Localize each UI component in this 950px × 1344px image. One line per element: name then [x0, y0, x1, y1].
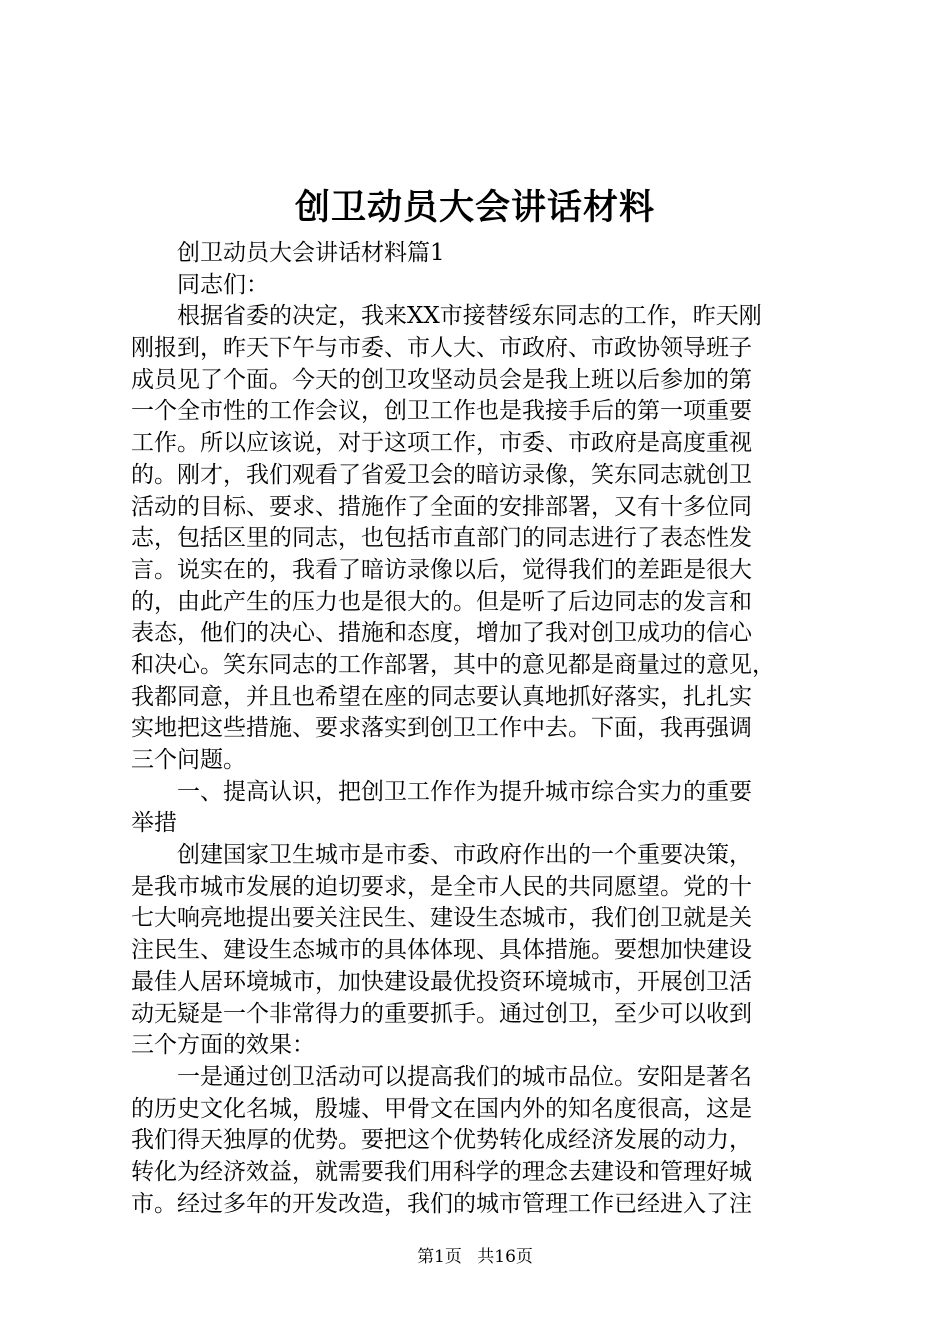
text-line: 三个方面的效果：: [131, 1032, 315, 1059]
text-line: 我都同意，并且也希望在座的同志要认真地抓好落实，扎扎实: [131, 683, 752, 710]
text-line: 表态，他们的决心、措施和态度，增加了我对创卫成功的信心: [131, 620, 752, 647]
text-line: 同志们：: [177, 271, 269, 298]
text-line: 的历史文化名城，殷墟、甲骨文在国内外的知名度很高，这是: [131, 1095, 752, 1122]
text-line: 志，包括区里的同志，也包括市直部门的同志进行了表态性发: [131, 525, 752, 552]
text-line: 举措: [131, 810, 177, 837]
text-line: 创建国家卫生城市是市委、市政府作出的一个重要决策，: [177, 842, 752, 869]
text-line: 一、提高认识，把创卫工作作为提升城市综合实力的重要: [177, 778, 752, 805]
text-line: 成员见了个面。今天的创卫攻坚动员会是我上班以后参加的第: [131, 366, 752, 393]
text-line: 注民生、建设生态城市的具体体现、具体措施。要想加快建设: [131, 937, 752, 964]
page-total: 共16页: [477, 1247, 533, 1267]
text-line: 的，由此产生的压力也是很大的。但是听了后边同志的发言和: [131, 588, 752, 615]
document-title: 创卫动员大会讲话材料: [294, 187, 655, 228]
text-line: 的。刚才，我们观看了省爱卫会的暗访录像，笑东同志就创卫: [131, 461, 752, 488]
text-line: 七大响亮地提出要关注民生、建设生态城市，我们创卫就是关: [131, 905, 752, 932]
text-line: 实地把这些措施、要求落实到创卫工作中去。下面，我再强调: [131, 715, 752, 742]
text-line: 刚报到，昨天下午与市委、市人大、市政府、市政协领导班子: [131, 335, 752, 362]
text-line: 一个全市性的工作会议，创卫工作也是我接手后的第一项重要: [131, 398, 752, 425]
text-line: 创卫动员大会讲话材料篇1: [177, 240, 445, 266]
text-line: 和决心。笑东同志的工作部署，其中的意见都是商量过的意见，: [131, 651, 775, 678]
text-line: 我们得天独厚的优势。要把这个优势转化成经济发展的动力，: [131, 1127, 752, 1154]
document-body: [131, 238, 831, 1220]
text-line: 转化为经济效益，就需要我们用科学的理念去建设和管理好城: [131, 1158, 752, 1185]
text-line: 最佳人居环境城市，加快建设最优投资环境城市，开展创卫活: [131, 968, 752, 995]
text-line: 言。说实在的，我看了暗访录像以后，觉得我们的差距是很大: [131, 556, 752, 583]
page-number: 第1页: [417, 1247, 462, 1267]
text-line: 工作。所以应该说，对于这项工作，市委、市政府是高度重视: [131, 430, 752, 457]
text-line: 根据省委的决定，我来XX市接替绥东同志的工作，昨天刚: [177, 303, 762, 330]
text-line: 三个问题。: [131, 747, 246, 773]
text-line: 市。经过多年的开发改造，我们的城市管理工作已经进入了注: [131, 1190, 752, 1217]
text-line: 活动的目标、要求、措施作了全面的安排部署，又有十多位同: [131, 493, 752, 520]
text-line: 一是通过创卫活动可以提高我们的城市品位。安阳是著名: [177, 1063, 752, 1090]
page-footer: [0, 1245, 950, 1269]
text-line: 是我市城市发展的迫切要求，是全市人民的共同愿望。党的十: [131, 873, 752, 900]
text-line: 动无疑是一个非常得力的重要抓手。通过创卫，至少可以收到: [131, 1000, 752, 1027]
